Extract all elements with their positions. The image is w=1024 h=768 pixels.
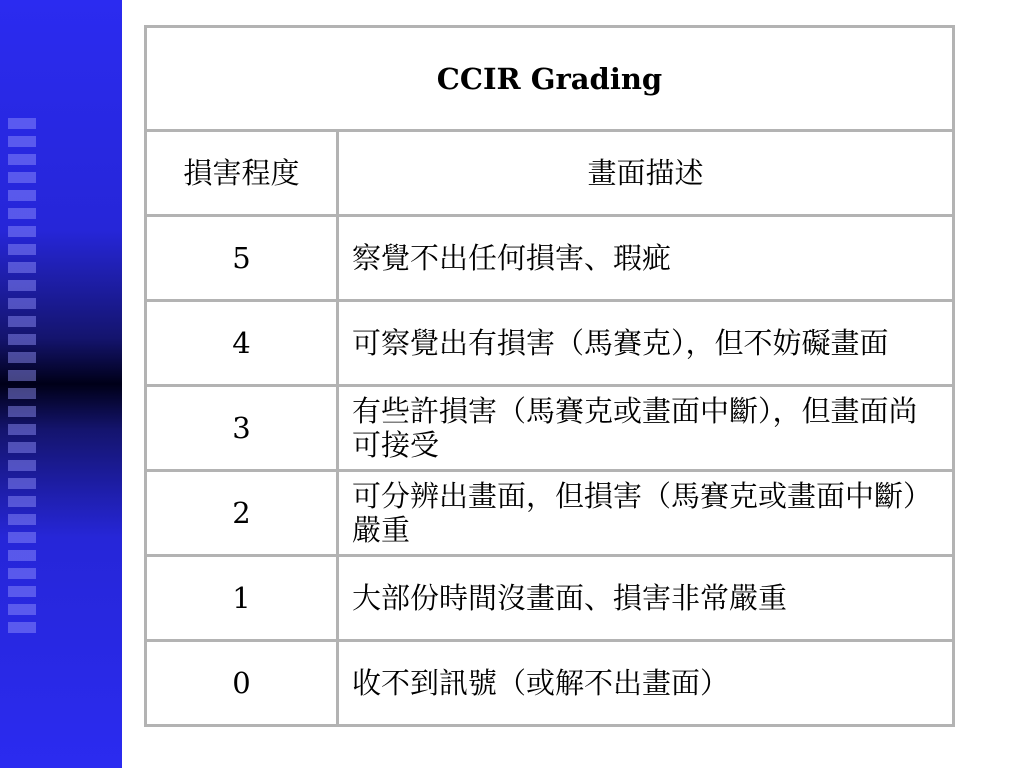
grade-cell: 0 (146, 641, 338, 726)
slide-side-band (0, 0, 122, 768)
table-row (146, 556, 954, 641)
table-row (146, 301, 954, 386)
description-cell: 大部份時間沒畫面、損害非常嚴重 (338, 556, 954, 641)
description-cell: 可察覺出有損害（馬賽克），但不妨礙畫面 (338, 301, 954, 386)
ccir-grading-table (144, 25, 955, 727)
grade-cell: 2 (146, 471, 338, 556)
header-grade: 損害程度 (146, 131, 338, 216)
description-cell: 察覺不出任何損害、瑕疵 (338, 216, 954, 301)
header-row (146, 131, 954, 216)
grade-cell: 5 (146, 216, 338, 301)
table-title: CCIR Grading (146, 27, 954, 131)
grade-cell: 4 (146, 301, 338, 386)
header-description: 畫面描述 (338, 131, 954, 216)
description-cell: 有些許損害（馬賽克或畫面中斷），但畫面尚可接受 (338, 386, 954, 471)
title-row (146, 27, 954, 131)
grade-cell: 3 (146, 386, 338, 471)
decorative-square-pattern (8, 118, 36, 638)
table-row (146, 641, 954, 726)
grade-cell: 1 (146, 556, 338, 641)
table-row (146, 386, 954, 471)
description-cell: 可分辨出畫面，但損害（馬賽克或畫面中斷）嚴重 (338, 471, 954, 556)
table-row (146, 471, 954, 556)
description-cell: 收不到訊號（或解不出畫面） (338, 641, 954, 726)
table-row (146, 216, 954, 301)
